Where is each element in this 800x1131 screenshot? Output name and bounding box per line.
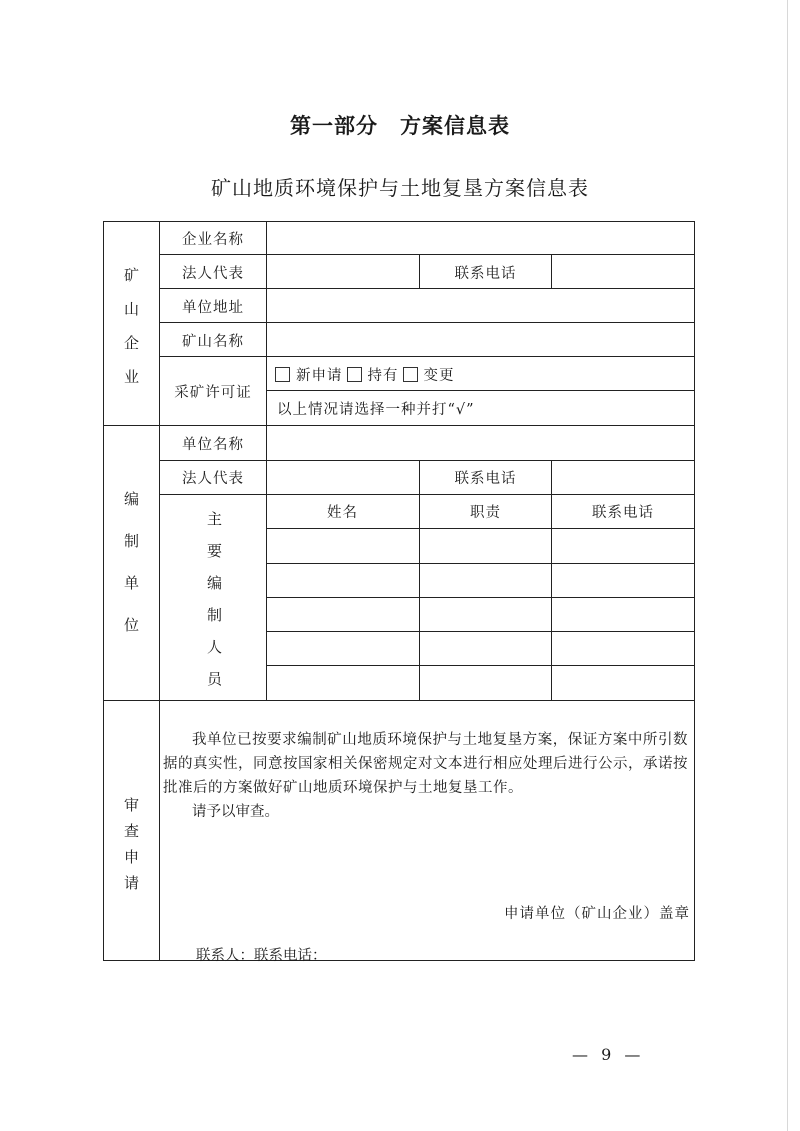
stamp-line: 申请单位（矿山企业）盖章 [504, 906, 690, 922]
change-checkbox[interactable] [403, 367, 418, 382]
form-title: 矿山地质环境保护与土地复垦方案信息表 [211, 176, 589, 200]
prep-legal-rep-field[interactable] [267, 460, 418, 494]
legal-rep-label: 法人代表 [182, 265, 244, 282]
contact-line: 联系人：联系电话： [196, 948, 327, 964]
mine-name-field[interactable] [267, 323, 694, 357]
section-label-mine: 矿 山 企 业 [123, 266, 139, 386]
prep-phone-field[interactable] [552, 460, 694, 494]
prep-phone-label: 联系电话 [454, 470, 517, 487]
review-request: 请予以审查。 [192, 804, 279, 820]
mine-name-label: 矿山名称 [182, 333, 244, 350]
column-header-role: 职责 [470, 505, 501, 521]
unit-name-label: 单位名称 [182, 436, 244, 453]
staff-label: 主 要 编 制 人 员 [206, 510, 222, 688]
holding-label: 持有 [367, 367, 399, 384]
section-label-prep: 编 制 单 位 [123, 490, 139, 634]
prep-legal-rep-label: 法人代表 [182, 470, 244, 487]
address-label: 单位地址 [182, 299, 244, 316]
new-application-checkbox[interactable] [275, 367, 290, 382]
address-field[interactable] [267, 289, 694, 323]
permit-options [267, 357, 688, 391]
holding-checkbox[interactable] [347, 367, 362, 382]
column-header-name: 姓名 [327, 505, 358, 521]
section-label-review: 审 查 申 请 [123, 796, 139, 892]
permit-label: 采矿许可证 [174, 384, 252, 401]
new-application-label: 新申请 [296, 367, 343, 384]
company-name-field[interactable] [267, 222, 694, 255]
legal-rep-field[interactable] [267, 255, 418, 289]
page-number: — 9 — [572, 1045, 645, 1064]
change-label: 变更 [423, 367, 455, 384]
company-name-label: 企业名称 [182, 232, 244, 248]
page-edge [787, 0, 788, 1131]
column-header-phone: 联系电话 [592, 505, 654, 521]
phone-field[interactable] [552, 255, 694, 289]
unit-name-field[interactable] [267, 426, 694, 460]
phone-label: 联系电话 [454, 265, 517, 282]
permit-note: 以上情况请选择一种并打“√” [277, 401, 475, 418]
page-title: 第一部分 方案信息表 [290, 113, 510, 138]
review-statement: 我单位已按要求编制矿山地质环境保护与土地复垦方案，保证方案中所引数据的真实性，同意按国家相关保密规定对文本进行相应处理后进行公示，承诺按批准后的方案做好矿山地质环境保护与土地复垦工作。 [163, 732, 688, 796]
